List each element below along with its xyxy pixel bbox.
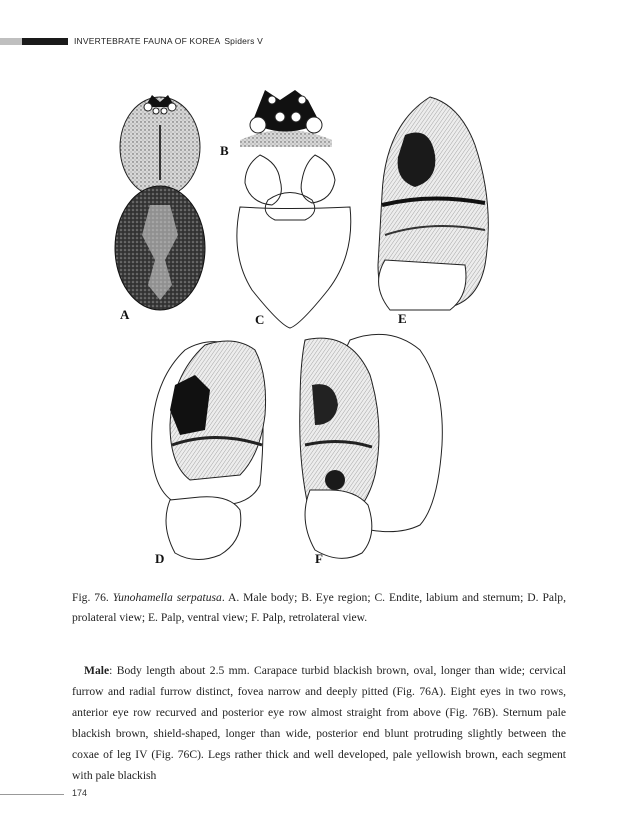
page-number: 174 [72,788,88,798]
figure-caption [72,588,566,628]
header-title: INVERTEBRATE FAUNA OF KOREA [74,36,221,46]
panel-f-palp-retrolateral [300,334,443,558]
header-bar-black [22,38,68,45]
caption-prefix: Fig. 76. [72,591,109,604]
description-paragraph [72,660,566,786]
figure-illustrations [100,85,540,575]
panel-c-sternum [237,155,351,328]
footer-rule [0,794,64,795]
panel-label-a: A [120,307,130,322]
panel-e-palp-ventral [378,97,488,310]
header-bar-gray [0,38,22,45]
body-heading: Male [84,664,110,677]
panel-label-d: D [155,551,165,566]
panel-label-c: C [255,312,265,327]
caption-species: Yunohamella serpatusa [112,591,222,604]
panel-label-b: B [220,143,229,158]
body-text: : Body length about 2.5 mm. Carapace turbid blackish brown, oval, longer than wide; cervical furrow and radial furrow distinct, fovea narrow and deeply pitted (Fig. 76A). Eight eyes in two rows, anterior eye row recurved and posterior eye row almost straight from above (Fig. 76B). Sternum pale blackish brown, shield-shaped, longer than wide, posterior end blunt protruding slightly between the coxae of leg IV (Fig. 76C). Legs rather thick and well developed, pale yellowish brown, each segment with pale blackish [72,664,566,782]
panel-label-f: F [315,551,323,566]
panel-b-eye-region [240,90,332,147]
figure-76 [100,85,540,575]
caption-text: . A. Male body; B. Eye region; C. Endite, labium and sternum; D. Palp, prolateral view; E. Palp, ventral view; F. Palp, retrolateral view. [72,591,566,624]
panel-d-palp-prolateral [152,341,266,560]
running-header [74,36,263,46]
header-subtitle: Spiders V [224,36,263,46]
panel-a-male-body [115,95,205,310]
panel-label-e: E [398,311,407,326]
